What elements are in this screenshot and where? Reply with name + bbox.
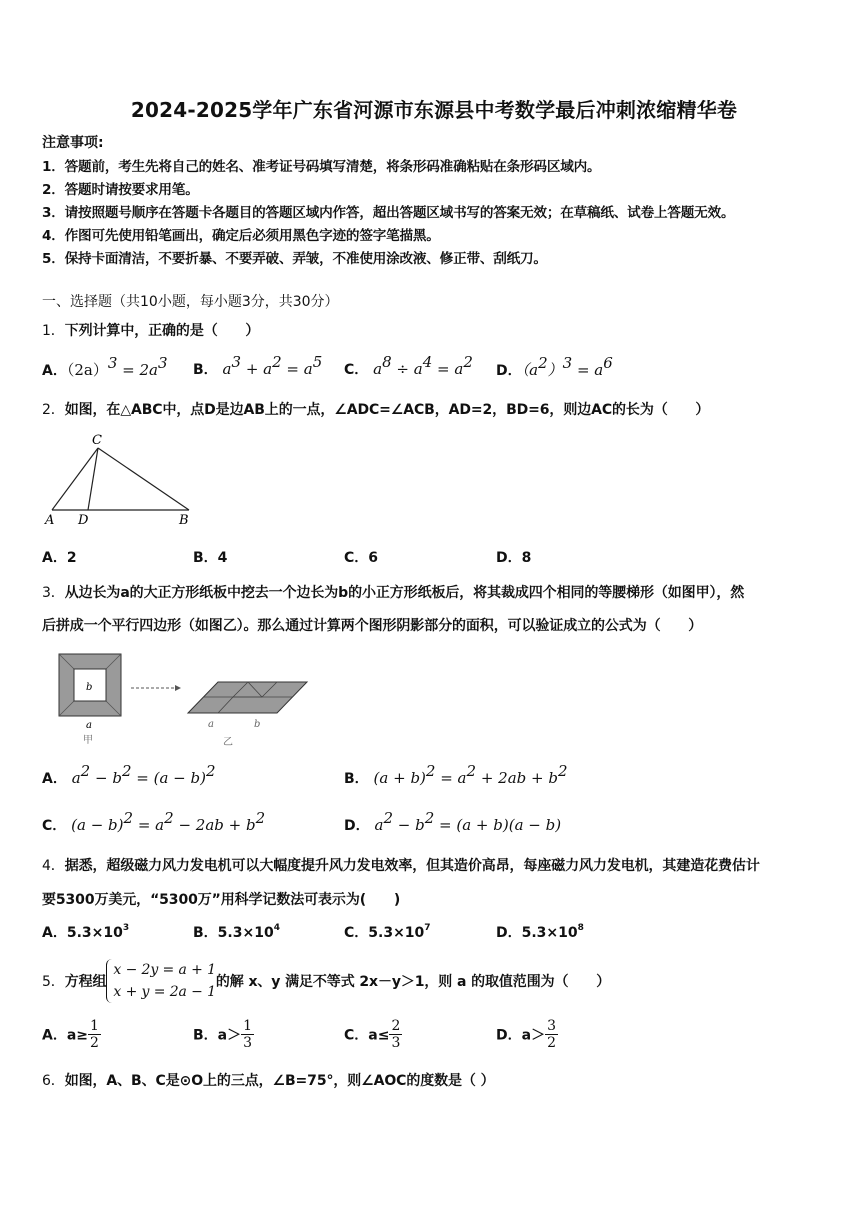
q4-option-d: D．$5.3\times 10^8$ bbox=[496, 923, 584, 941]
equation-system: x − 2y = a + 1 x + y = 2a − 1 bbox=[106, 959, 215, 1003]
parallelogram bbox=[188, 682, 307, 713]
triangle-figure bbox=[42, 428, 202, 530]
q1-option-b: B． $a^3 + a^2 = a^5$ bbox=[193, 353, 323, 378]
question-6: 6．如图，A、B、C是⊙O上的三点，∠B=75°，则∠AOC的度数是（ ） bbox=[42, 1073, 495, 1089]
question-3-line1: 3．从边长为a的大正方形纸板中挖去一个边长为b的小正方形纸板后，将其裁成四个相同的等腰梯形（如图甲），然 bbox=[42, 585, 745, 601]
q1-option-d: D．$(a^2)^3 = a^6$ bbox=[496, 354, 613, 379]
label-yi: 乙 bbox=[223, 737, 233, 748]
label-a2: a bbox=[208, 719, 214, 730]
label-b: b bbox=[86, 682, 93, 693]
section-heading: 一、选择题（共10小题，每小题3分，共30分） bbox=[42, 294, 339, 310]
label-jia: 甲 bbox=[83, 735, 93, 746]
square-parallelogram-figure bbox=[55, 650, 315, 750]
page-title: 2024-2025学年广东省河源市东源县中考数学最后冲刺浓缩精华卷 bbox=[130, 98, 738, 122]
q1-option-c: C． $a^8 \div a^4 = a^2$ bbox=[344, 353, 473, 378]
q2-option-c: C．6 bbox=[344, 550, 379, 566]
label-b2: b bbox=[254, 719, 261, 730]
label-a: a bbox=[86, 720, 92, 731]
notice-item: 3．请按照题号顺序在答题卡各题目的答题区域内作答，超出答题区域书写的答案无效；在草稿纸、试卷上答题无效。 bbox=[42, 205, 735, 221]
question-number: 1． bbox=[42, 323, 65, 339]
side-bc bbox=[98, 448, 189, 510]
q5-option-a: A．a≥ $\frac{1}{2}$ bbox=[42, 1018, 99, 1051]
segment-cd bbox=[88, 448, 98, 510]
q2-option-d: D．8 bbox=[496, 550, 532, 566]
question-stem: 下列计算中，正确的是（ ） bbox=[64, 323, 260, 339]
q3-option-d: D． $a^2 - b^2 = (a + b)(a - b)$ bbox=[344, 809, 562, 834]
vertex-label-b: B bbox=[179, 513, 189, 528]
vertex-label-a: A bbox=[45, 513, 55, 528]
q4-option-c: C．$5.3\times 10^7$ bbox=[344, 923, 431, 941]
notice-item: 5．保持卡面清洁，不要折暴、不要弄破、弄皱，不准使用涂改液、修正带、刮纸刀。 bbox=[42, 251, 547, 267]
notice-item: 1．答题前，考生先将自己的姓名、准考证号码填写清楚，将条形码准确粘贴在条形码区域内。 bbox=[42, 159, 601, 175]
question-3-line2: 后拼成一个平行四边形（如图乙）。那么通过计算两个图形阴影部分的面积，可以验证成立的公式为（ ） bbox=[42, 618, 703, 634]
q4-option-a: A．$5.3\times 10^3$ bbox=[42, 923, 130, 941]
q4-option-b: B．$5.3\times 10^4$ bbox=[193, 923, 280, 941]
q1-option-a: A．$(2a)^3 = 2a^3$ bbox=[42, 354, 168, 379]
q3-option-c: C． $(a - b)^2 = a^2 - 2ab + b^2$ bbox=[42, 809, 266, 834]
q5-option-d: D．a＞ $\frac{3}{2}$ bbox=[496, 1018, 556, 1051]
q3-option-b: B． $(a + b)^2 = a^2 + 2ab + b^2$ bbox=[344, 762, 568, 787]
notice-heading: 注意事项: bbox=[42, 135, 104, 151]
question-4-line2: 要5300万美元，“5300万”用科学记数法可表示为( ) bbox=[42, 892, 401, 908]
question-5: 5． 方程组 x − 2y = a + 1 x + y = 2a − 1 的解 x、y 满足不等式 2x－y＞1，则 a 的取值范围为（ ） bbox=[42, 956, 610, 1006]
question-1 bbox=[42, 320, 259, 340]
q5-option-c: C．a≤ $\frac{2}{3}$ bbox=[344, 1018, 401, 1051]
point-label-d: D bbox=[78, 513, 89, 528]
q2-option-a: A．2 bbox=[42, 550, 77, 566]
q5-option-b: B．a＞ $\frac{1}{3}$ bbox=[193, 1018, 253, 1051]
vertex-label-c: C bbox=[92, 433, 102, 448]
q3-option-a: A． $a^2 - b^2 = (a - b)^2$ bbox=[42, 762, 216, 787]
notice-item: 4．作图可先使用铅笔画出，确定后必须用黑色字迹的签字笔描黑。 bbox=[42, 228, 440, 244]
question-stem: 如图，在△ABC中，点D是边AB上的一点，∠ADC=∠ACB，AD=2，BD=6，则边AC的长为（ ） bbox=[64, 402, 710, 418]
question-4-line1: 4．据悉，超级磁力风力发电机可以大幅度提升风力发电效率，但其造价高昂，每座磁力风力发电机，其建造花费估计 bbox=[42, 858, 760, 874]
arrow-head bbox=[175, 685, 181, 691]
q2-option-b: B．4 bbox=[193, 550, 228, 566]
side-ac bbox=[52, 448, 98, 510]
notice-item: 2．答题时请按要求用笔。 bbox=[42, 182, 199, 198]
question-2: 2．如图，在△ABC中，点D是边AB上的一点，∠ADC=∠ACB，AD=2，BD=6，则边AC的长为（ ） bbox=[42, 402, 710, 418]
